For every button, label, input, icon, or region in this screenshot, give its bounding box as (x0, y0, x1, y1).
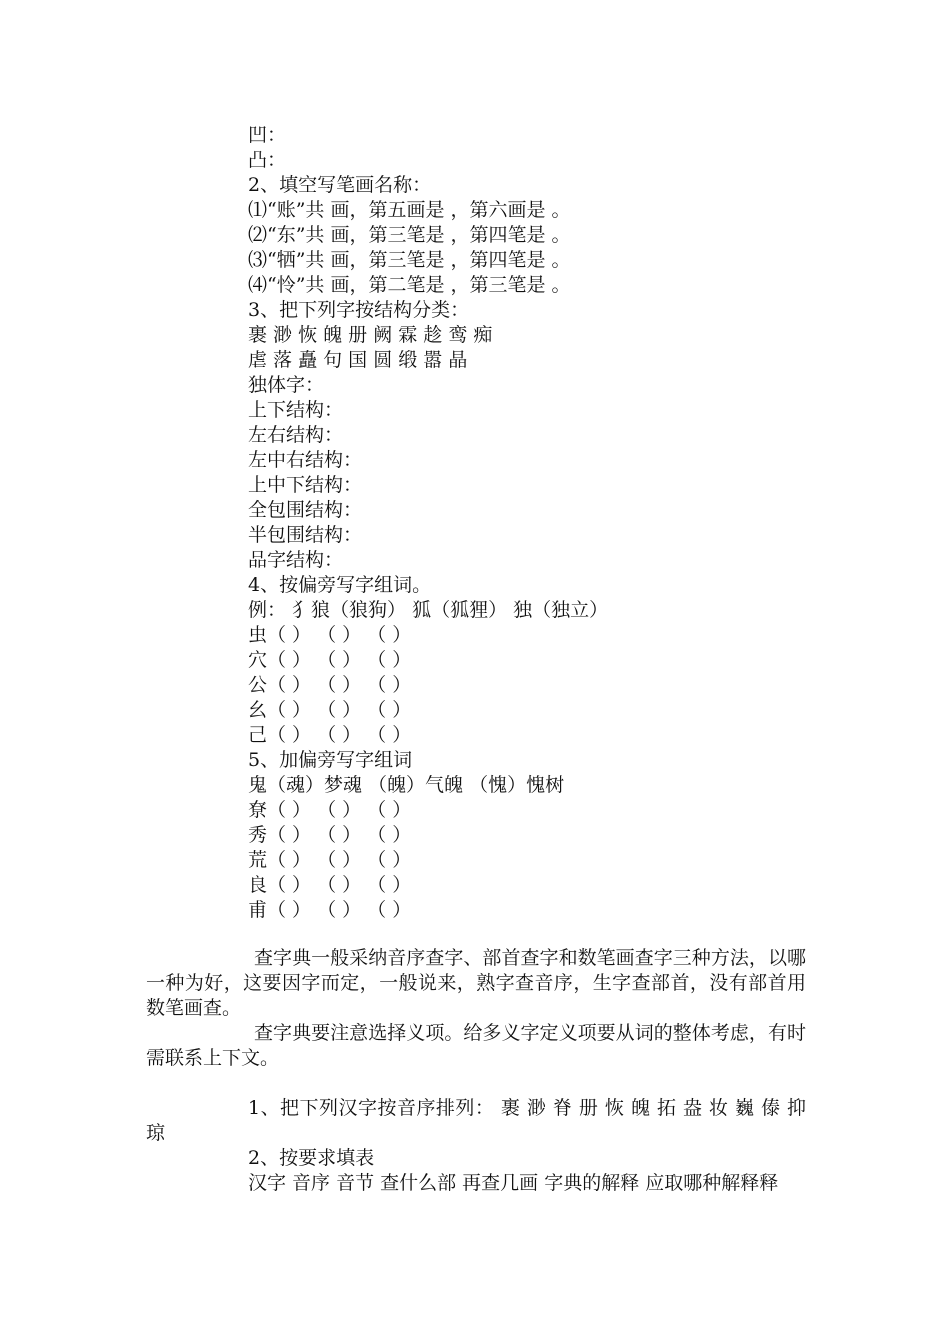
q5-title: 5、加偏旁写字组词 (248, 749, 413, 771)
q4-row-1: 虫（ ） （ ） （ ） (248, 624, 412, 646)
q4-row-5: 己（ ） （ ） （ ） (248, 724, 412, 746)
q3-title: 3、把下列字按结构分类： (248, 299, 470, 321)
q2-item-4: ⑷“怜”共 画，第二笔是 ，第三笔是 。 (248, 274, 571, 296)
exercise-2-table-headers: 汉字 音序 音节 查什么部 再查几画 字典的解释 应取哪种解释释 (248, 1172, 779, 1194)
q3-chars-1: 裹 渺 恢 魄 册 阙 霖 趁 鸾 痴 (248, 324, 493, 346)
q5-row-3: 荒（ ） （ ） （ ） (248, 849, 412, 871)
structure-6: 全包围结构： (248, 499, 363, 521)
q5-row-1: 尞（ ） （ ） （ ） (248, 799, 412, 821)
q5-example: 鬼（魂）梦魂 （魄）气魄 （愧）愧树 (248, 774, 565, 796)
paragraph-meaning-selection: 查字典要注意选择义项。给多义字定义项要从词的整体考虑，有时需联系上下文。 (146, 1022, 806, 1069)
line-ao: 凹： (248, 124, 287, 146)
q4-title: 4、按偏旁写字组词。 (248, 574, 432, 596)
q2-title: 2、填空写笔画名称： (248, 174, 432, 196)
q5-row-4: 良（ ） （ ） （ ） (248, 874, 412, 896)
structure-5: 上中下结构： (248, 474, 363, 496)
q4-row-2: 穴（ ） （ ） （ ） (248, 649, 412, 671)
paragraph-dictionary-methods: 查字典一般采纳音序查字、部首查字和数笔画查字三种方法，以哪一种为好，这要因字而定，一般说来，熟字查音序，生字查部首，没有部首用数笔画查。 (146, 947, 806, 1019)
exercise-2-title: 2、按要求填表 (248, 1147, 375, 1169)
structure-2: 上下结构： (248, 399, 344, 421)
q4-example: 例： 犭狼（狼狗） 狐（狐狸） 独（独立） (248, 599, 609, 621)
structure-8: 品字结构： (248, 549, 344, 571)
exercise-1-sort: 1、把下列汉字按音序排列： 裹 渺 脊 册 恢 魄 拓 盎 妆 巍 傣 抑 琼 (146, 1097, 806, 1144)
q2-item-3: ⑶“牺”共 画，第三笔是 ，第四笔是 。 (248, 249, 571, 271)
q2-item-1: ⑴“账”共 画，第五画是 ，第六画是 。 (248, 199, 571, 221)
q4-row-4: 幺（ ） （ ） （ ） (248, 699, 412, 721)
q5-row-2: 秀（ ） （ ） （ ） (248, 824, 412, 846)
q2-item-2: ⑵“东”共 画，第三笔是 ，第四笔是 。 (248, 224, 571, 246)
structure-7: 半包围结构： (248, 524, 363, 546)
q3-chars-2: 虐 落 矗 句 国 圆 缎 嚣 晶 (248, 349, 468, 371)
structure-3: 左右结构： (248, 424, 344, 446)
q5-row-5: 甫（ ） （ ） （ ） (248, 899, 412, 921)
structure-4: 左中右结构： (248, 449, 363, 471)
line-tu: 凸： (248, 149, 287, 171)
structure-1: 独体字： (248, 374, 325, 396)
q4-row-3: 公（ ） （ ） （ ） (248, 674, 412, 696)
